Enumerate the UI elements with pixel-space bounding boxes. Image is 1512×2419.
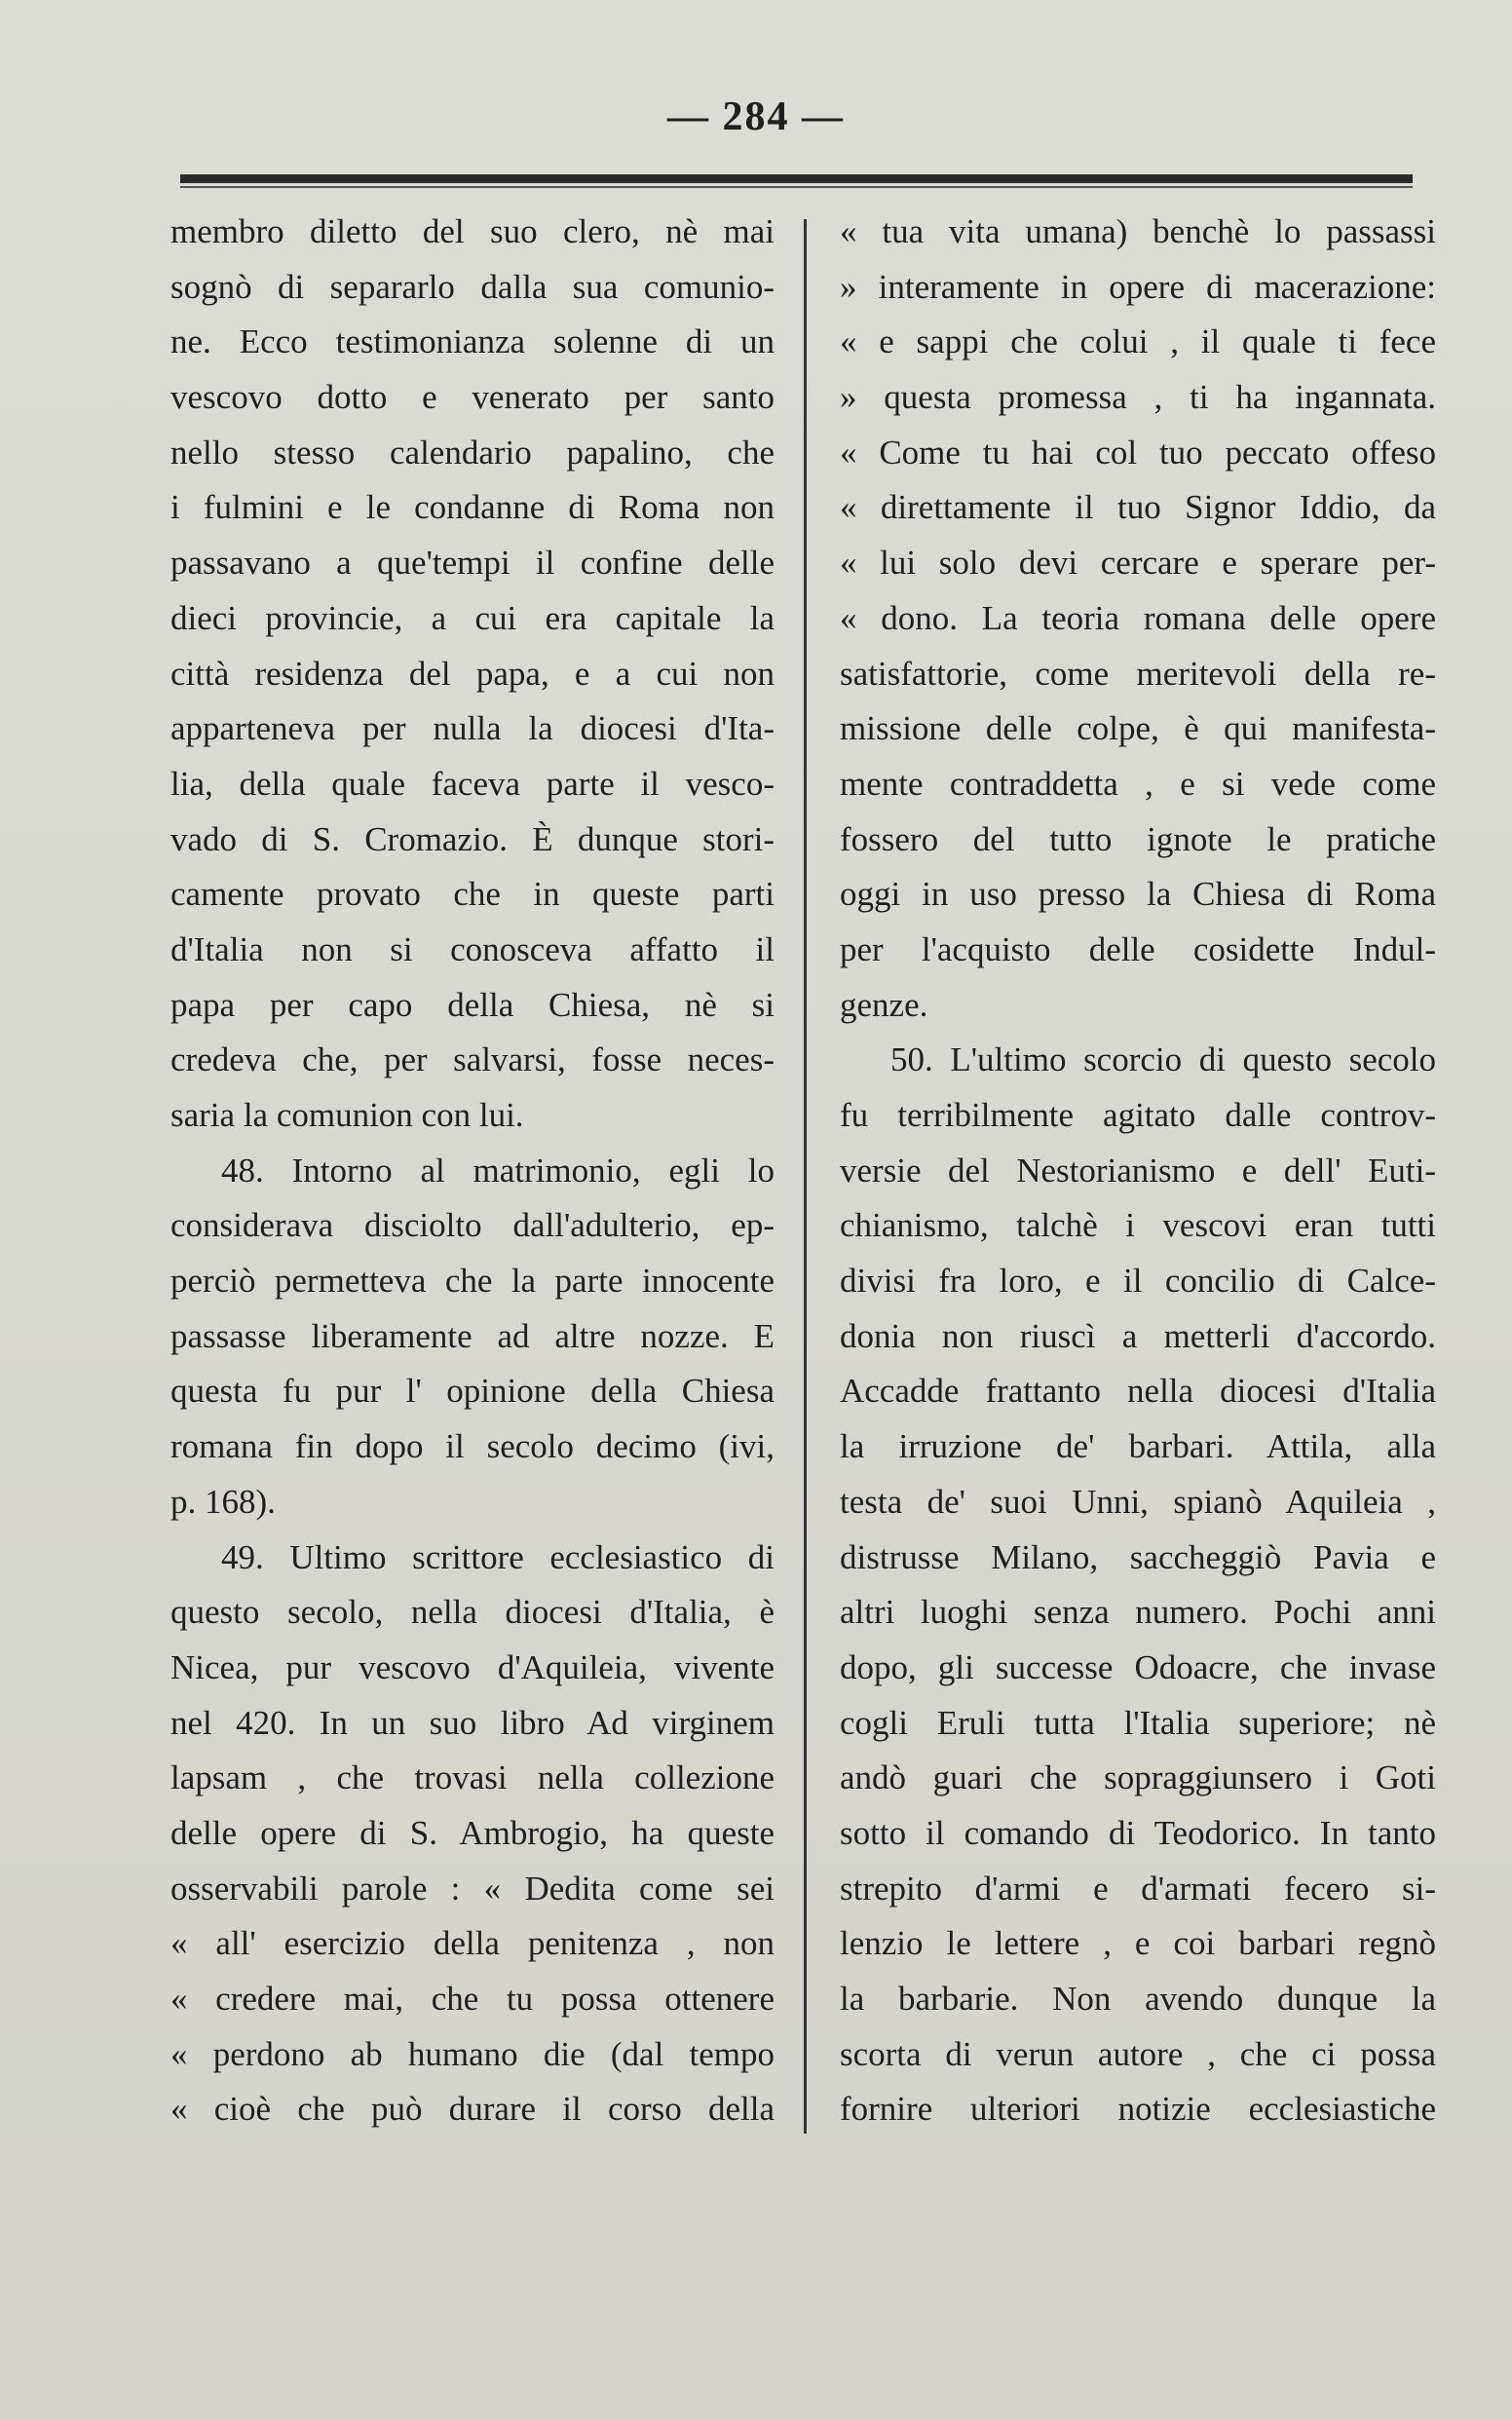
text-line: città residenza del papa, e a cui non (170, 654, 775, 693)
text-line: « all' esercizio della penitenza , non (170, 1924, 775, 1963)
text-line: dopo, gli successe Odoacre, che invase (840, 1647, 1436, 1686)
text-line: considerava disciolto dall'adulterio, ep- (170, 1206, 775, 1245)
text-line: passavano a que'tempi il confine delle (170, 544, 775, 583)
text-line: « cioè che può durare il corso della (170, 2090, 775, 2129)
text-line: vescovo dotto e venerato per santo (170, 378, 775, 417)
text-line: credeva che, per salvarsi, fosse neces- (170, 1040, 775, 1079)
text-line: saria la comunion con lui. (170, 1096, 524, 1134)
paragraph-48-start: 48. Intorno al matrimonio, egli lo (221, 1151, 775, 1190)
text-line: donia non riuscì a metterli d'accordo. (840, 1316, 1436, 1355)
text-line: « perdono ab humano die (dal tempo (170, 2034, 775, 2073)
text-line: romana fin dopo il secolo decimo (ivi, (170, 1427, 775, 1466)
text-line: passasse liberamente ad altre nozze. E (170, 1316, 775, 1355)
text-line: satisfattorie, come meritevoli della re- (840, 654, 1436, 693)
text-line: la barbarie. Non avendo dunque la (840, 1980, 1436, 2018)
text-line: fu terribilmente agitato dalle controv- (840, 1096, 1436, 1134)
text-line: versie del Nestorianismo e dell' Euti- (840, 1151, 1436, 1190)
text-line: andò guari che sopraggiunsero i Goti (840, 1758, 1436, 1797)
text-line: » questa promessa , ti ha ingannata. (840, 378, 1436, 417)
text-line: « lui solo devi cercare e sperare per- (840, 544, 1436, 583)
text-line: questo secolo, nella diocesi d'Italia, è (170, 1593, 775, 1632)
text-line: p. 168). (170, 1482, 276, 1521)
text-line: membro diletto del suo clero, nè mai (170, 212, 775, 250)
text-line: la irruzione de' barbari. Attila, alla (840, 1427, 1436, 1466)
text-line: per l'acquisto delle cosidette Indul- (840, 929, 1436, 968)
text-line: lapsam , che trovasi nella collezione (170, 1758, 775, 1797)
text-line: genze. (840, 985, 928, 1024)
text-line: cogli Eruli tutta l'Italia superiore; nè (840, 1703, 1436, 1742)
text-line: Accadde frattanto nella diocesi d'Italia (840, 1372, 1436, 1411)
header-rule-thick (180, 174, 1413, 183)
text-line: ne. Ecco testimonianza solenne di un (170, 322, 775, 361)
text-line: strepito d'armi e d'armati fecero si- (840, 1869, 1436, 1908)
page-number: — 284 — (667, 94, 845, 139)
text-line: altri luoghi senza numero. Pochi anni (840, 1593, 1436, 1632)
text-line: lia, della quale faceva parte il vesco- (170, 764, 775, 803)
text-line: fossero del tutto ignote le pratiche (840, 819, 1436, 858)
text-line: papa per capo della Chiesa, nè si (170, 985, 775, 1024)
text-line: dieci provincie, a cui era capitale la (170, 598, 775, 637)
text-line: oggi in uso presso la Chiesa di Roma (840, 875, 1436, 914)
text-line: sotto il comando di Teodorico. In tanto (840, 1813, 1436, 1852)
text-line: perciò permetteva che la parte innocente (170, 1262, 775, 1301)
header-rule-thin (180, 186, 1413, 188)
text-line: osservabili parole : « Dedita come sei (170, 1869, 775, 1908)
text-line: i fulmini e le condanne di Roma non (170, 488, 775, 527)
text-line: apparteneva per nulla la diocesi d'Ita- (170, 709, 775, 748)
text-line: « direttamente il tuo Signor Iddio, da (840, 488, 1436, 527)
text-line: missione delle colpe, è qui manifesta- (840, 709, 1436, 748)
text-line: » interamente in opere di macerazione: (840, 267, 1436, 306)
left-column (170, 205, 775, 2137)
text-line: vado di S. Cromazio. È dunque stori- (170, 819, 775, 858)
paragraph-49-start: 49. Ultimo scrittore ecclesiastico di (221, 1537, 775, 1576)
text-line: camente provato che in queste parti (170, 875, 775, 914)
text-line: sognò di separarlo dalla sua comunio- (170, 267, 775, 306)
text-line: questa fu pur l' opinione della Chiesa (170, 1372, 775, 1411)
text-line: Nicea, pur vescovo d'Aquileia, vivente (170, 1647, 775, 1686)
text-line: scorta di verun autore , che ci possa (840, 2034, 1436, 2073)
text-line: lenzio le lettere , e coi barbari regnò (840, 1924, 1436, 1963)
text-line: fornire ulteriori notizie ecclesiastiche (840, 2090, 1436, 2129)
text-line: nel 420. In un suo libro Ad virginem (170, 1703, 775, 1742)
text-line: « e sappi che colui , il quale ti fece (840, 322, 1436, 361)
paragraph-50-start: 50. L'ultimo scorcio di questo secolo (890, 1040, 1436, 1079)
right-column (840, 205, 1436, 2137)
column-divider (804, 219, 807, 2134)
text-line: delle opere di S. Ambrogio, ha queste (170, 1813, 775, 1852)
text-line: distrusse Milano, saccheggiò Pavia e (840, 1537, 1436, 1576)
text-line: « Come tu hai col tuo peccato offeso (840, 433, 1436, 472)
text-line: d'Italia non si conosceva affatto il (170, 929, 775, 968)
text-line: mente contraddetta , e si vede come (840, 764, 1436, 803)
text-line: « tua vita umana) benchè lo passassi (840, 212, 1436, 250)
text-line: « credere mai, che tu possa ottenere (170, 1980, 775, 2018)
text-line: divisi fra loro, e il concilio di Calce- (840, 1262, 1436, 1301)
text-line: testa de' suoi Unni, spianò Aquileia , (840, 1482, 1436, 1521)
text-line: chianismo, talchè i vescovi eran tutti (840, 1206, 1436, 1245)
text-line: nello stesso calendario papalino, che (170, 433, 775, 472)
text-line: « dono. La teoria romana delle opere (840, 598, 1436, 637)
